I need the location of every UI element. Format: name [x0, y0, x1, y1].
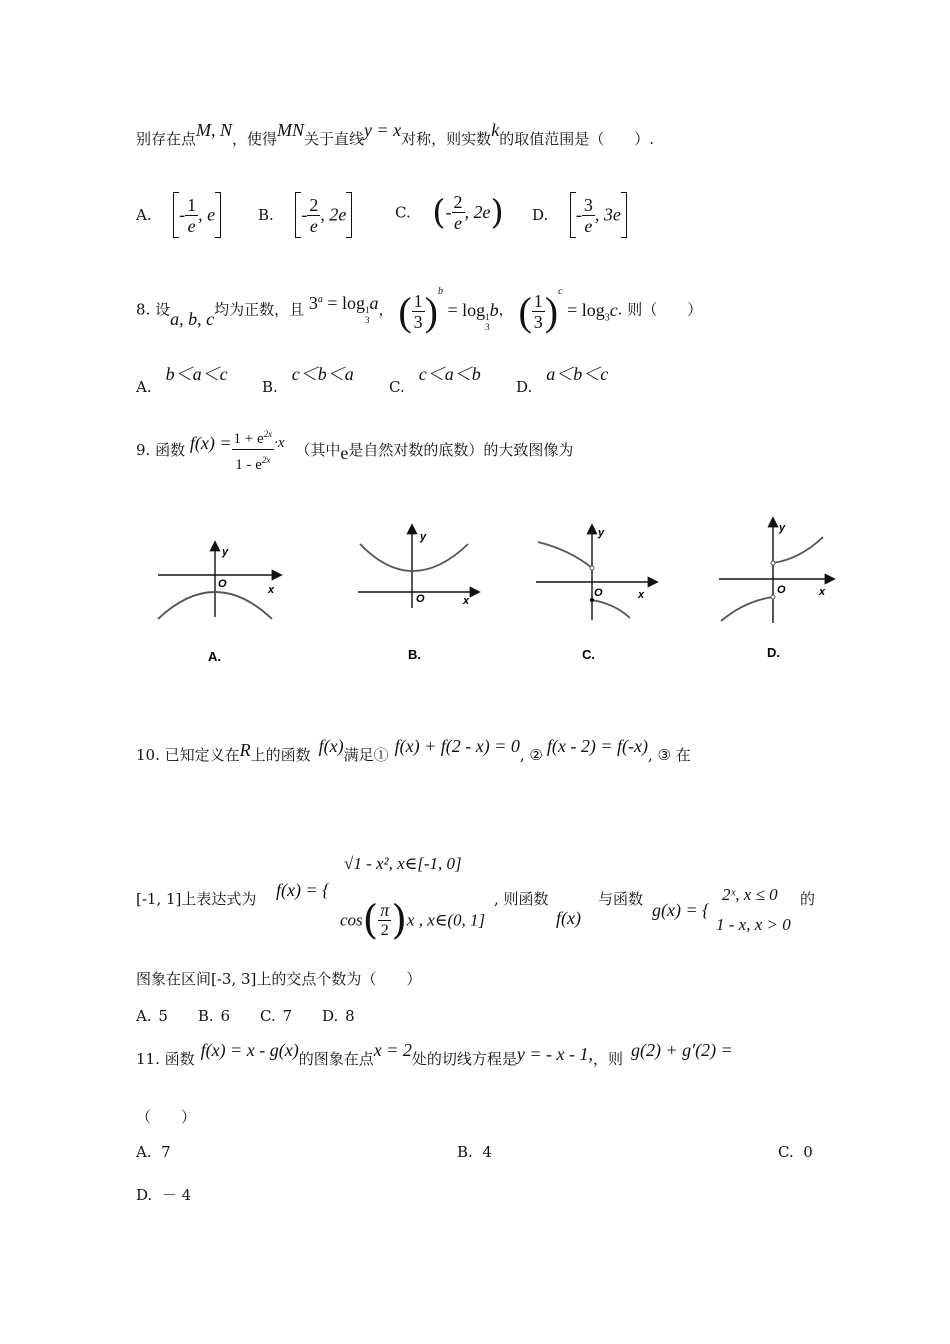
q8-option-d: [516, 360, 609, 396]
log-text: = log: [327, 293, 366, 314]
denominator: e: [309, 215, 318, 236]
q9-times-x: ·x: [274, 435, 285, 451]
option-label: A.: [136, 378, 152, 396]
minus-sign: -: [301, 204, 308, 225]
q9-graph-b: [350, 520, 490, 665]
option-expr: c＜a＜b: [418, 364, 481, 384]
q11-function: f(x) = x - g(x): [200, 1040, 299, 1060]
case-2-domain: x , x∈(0, 1]: [406, 910, 486, 930]
q7-text: 关于直线: [304, 130, 365, 148]
option-label: C.: [389, 378, 405, 396]
q7-points: M, N: [196, 120, 233, 140]
q9-text: （其中: [295, 441, 341, 459]
q9-prefix: 9. 函数: [136, 441, 186, 459]
q7-param: k: [491, 120, 500, 140]
option-label: C.: [395, 203, 411, 222]
denominator: 3: [533, 312, 543, 333]
q11-option-b: [457, 1143, 492, 1161]
minus-sign: -: [575, 204, 582, 225]
q10-text: 的: [800, 890, 816, 908]
q11-text: ，则: [593, 1050, 624, 1068]
q9-fraction: [232, 424, 275, 475]
origin-label: O: [416, 593, 425, 605]
q8-suffix: . 则（ ）: [617, 300, 703, 319]
q8-option-a: [136, 360, 228, 396]
option-value: 4: [482, 1143, 492, 1161]
option-label: D.: [516, 378, 533, 396]
option-label: A.: [136, 206, 152, 224]
q8-eq1: [308, 293, 379, 326]
minus-sign: -: [445, 202, 452, 222]
q8-stem: [136, 286, 702, 336]
q7-text: 的取值范围是（ ）.: [499, 130, 654, 148]
q9-function: f(x) =: [189, 433, 232, 453]
q10-text: , ②: [519, 746, 543, 764]
open-point: [771, 561, 775, 565]
q8-option-b: [262, 360, 354, 396]
curve-left: [721, 597, 773, 621]
q10-fx-eq: f(x) = {: [276, 880, 330, 900]
q10-domain: R: [239, 740, 251, 760]
q10-question: 图象在区间[-3, 3]上的交点个数为（ ）: [136, 970, 422, 988]
graph-label: B.: [408, 647, 421, 662]
q9-graph-c: [530, 520, 670, 665]
q7-option-d: [532, 192, 627, 238]
left-paren: (: [362, 897, 379, 944]
graph-label: C.: [582, 647, 595, 662]
option-label: A.: [136, 1143, 152, 1161]
q7-segment: MN: [277, 120, 305, 140]
log-base-num: 1: [365, 305, 370, 316]
q9-graph-d: [715, 515, 845, 665]
q7-option-a: [136, 192, 221, 238]
q9-e: e: [340, 443, 349, 463]
right-bracket: [621, 192, 627, 238]
right-paren: ): [544, 288, 559, 334]
curve: [360, 544, 468, 571]
option-label: B.: [258, 206, 274, 224]
separator: ，: [378, 300, 394, 319]
q10-gx-eq: g(x) = {: [652, 900, 710, 920]
graph-label: A.: [208, 649, 221, 664]
q10-option-list: A. 5 B. 6 C. 7 D. 8: [136, 1007, 355, 1025]
q10-case-2: [340, 897, 486, 944]
q11-prefix: 11. 函数: [136, 1050, 195, 1068]
option-label: C.: [778, 1143, 794, 1161]
log-base: 3: [604, 312, 610, 324]
q10-text: 上的函数: [250, 746, 311, 764]
q7-line-equation: y = x: [364, 120, 402, 140]
numerator: 2: [453, 192, 463, 212]
q10-text: 满足①: [343, 746, 389, 764]
exponent: c: [558, 286, 563, 297]
q9-graph-a: [150, 535, 290, 665]
log-arg: b: [489, 300, 499, 320]
denominator: e: [584, 215, 593, 236]
q10-text-7: [800, 888, 815, 909]
q9-text: 是自然对数的底数）的大致图像为: [348, 441, 574, 459]
q11-text: 的图象在点: [298, 1050, 374, 1068]
log-base-num: 1: [485, 312, 490, 322]
q10-function: f(x): [318, 736, 344, 756]
denominator: 1 - e: [235, 457, 262, 473]
denominator: 3: [413, 312, 423, 333]
q8-eq3: [518, 286, 618, 334]
curve-right: [592, 600, 630, 618]
q10-g-case-1: 2ˣ, x ≤ 0: [722, 885, 778, 904]
q7-text: ，使得: [232, 130, 278, 148]
exponent: b: [438, 286, 443, 297]
curve-right: [773, 537, 823, 563]
graph-label: D.: [767, 645, 780, 660]
q9-stem: [136, 424, 573, 480]
q10-text: 与函数: [598, 890, 644, 908]
q11-point: x = 2: [373, 1040, 412, 1060]
log-text: = log: [447, 300, 486, 320]
q8-option-c: [389, 360, 481, 396]
q11-option-c: [778, 1143, 813, 1161]
numerator: 1: [413, 291, 423, 312]
option-expr: b＜a＜c: [165, 364, 228, 384]
q8-vars: a, b, c: [170, 308, 215, 329]
y-label: y: [779, 522, 786, 534]
q10-interval-text: [136, 888, 256, 909]
q10-text-5: [494, 888, 549, 909]
denominator: e: [454, 213, 463, 233]
numerator: 2: [309, 194, 319, 215]
origin-label: O: [594, 587, 603, 599]
origin-label: O: [777, 584, 786, 596]
right-paren: ): [490, 192, 504, 233]
y-label: y: [222, 546, 229, 558]
minus-sign: -: [179, 204, 186, 225]
q10-stem-line2: [136, 968, 421, 989]
q11-text: 处的切线方程是: [411, 1050, 517, 1068]
exponent: a: [317, 294, 323, 306]
log-arg: a: [369, 293, 379, 314]
origin-label: O: [218, 578, 227, 590]
q7-option-c: [395, 192, 504, 233]
upper-bound: , 2e: [320, 204, 347, 225]
fraction: [582, 195, 595, 236]
log-base-den: 3: [365, 315, 370, 326]
x-label: x: [638, 589, 645, 601]
q10-text: , 则函数: [494, 890, 549, 908]
option-value: 7: [161, 1143, 171, 1161]
cos-text: cos: [340, 910, 363, 930]
upper-bound: , e: [198, 204, 216, 225]
separator: ，: [498, 300, 514, 319]
q10-condition-1: f(x) + f(2 - x) = 0: [394, 736, 520, 756]
option-expr: c＜b＜a: [291, 364, 354, 384]
open-point: [590, 566, 594, 570]
y-label: y: [420, 531, 427, 543]
numerator: 3: [583, 194, 593, 215]
curve-left: [538, 542, 592, 568]
y-label: y: [598, 527, 605, 539]
option-label: D.: [136, 1186, 153, 1204]
q8-eq2: [398, 286, 499, 334]
q8-text: 均为正数，且: [214, 300, 305, 319]
x-label: x: [819, 586, 826, 598]
q11-answer-paren: [136, 1106, 196, 1127]
left-paren: (: [432, 192, 446, 233]
log-arg: c: [609, 300, 618, 320]
answer-paren: （ ）: [136, 1108, 197, 1126]
numerator: 1: [533, 291, 543, 312]
denominator: 2: [380, 922, 389, 939]
q11-tangent: y = - x - 1,: [516, 1044, 594, 1064]
right-paren: ): [424, 288, 438, 334]
exponent: 2x: [261, 455, 271, 465]
q10-interval: [-1, 1]上表达式为: [136, 890, 257, 908]
fraction: [378, 900, 391, 941]
right-bracket: [346, 192, 352, 238]
q10-case-1: √1 - x², x∈[-1, 0]: [344, 854, 462, 873]
exponent: 2x: [263, 429, 273, 439]
left-paren: (: [398, 288, 412, 334]
option-value: 0: [803, 1143, 813, 1161]
q10-text: , ③ 在: [647, 746, 691, 764]
option-label: D.: [532, 206, 549, 224]
q10-stem-line1: [136, 736, 691, 764]
q11-expression: g(2) + g′(2) =: [631, 1040, 733, 1060]
q7-option-b: [258, 192, 352, 238]
upper-bound: , 3e: [594, 204, 621, 225]
log-text: = log: [567, 300, 605, 320]
option-value: － 4: [161, 1186, 192, 1204]
q7-text: 别存在点: [136, 130, 197, 148]
fraction: [185, 195, 198, 236]
option-label: B.: [457, 1143, 473, 1161]
q7-text: 对称，则实数: [401, 130, 492, 148]
right-paren: ): [391, 897, 407, 944]
q10-prefix: 10. 已知定义在: [136, 746, 240, 764]
upper-bound: , 2e: [464, 202, 491, 222]
numerator: 1: [187, 194, 197, 215]
x-label: x: [463, 595, 470, 607]
numerator: π: [380, 900, 390, 920]
x-label: x: [268, 584, 275, 596]
left-paren: (: [518, 288, 532, 334]
base: 3: [308, 293, 318, 314]
q11-stem: [136, 1040, 733, 1068]
fraction: [307, 195, 320, 236]
q10-g-case-2: 1 - x, x > 0: [716, 915, 791, 934]
fraction: [532, 291, 545, 332]
q10-condition-2: f(x - 2) = f(-x): [546, 736, 648, 756]
q11-option-d: [136, 1184, 191, 1205]
q8-prefix: 8. 设: [136, 300, 171, 319]
log-base-den: 3: [485, 322, 490, 332]
q10-fx-2: f(x): [556, 908, 581, 928]
right-bracket: [215, 192, 221, 238]
numerator: 1 + e: [233, 431, 264, 447]
denominator: e: [187, 215, 196, 236]
fraction: [412, 291, 425, 332]
q7-stem: [136, 120, 654, 149]
fraction: [452, 192, 465, 233]
q10-text-6: [598, 888, 643, 909]
option-expr: a＜b＜c: [546, 364, 609, 384]
option-label: B.: [262, 378, 278, 396]
open-point: [771, 595, 775, 599]
q11-option-a: [136, 1143, 171, 1161]
q10-options: [136, 1005, 355, 1026]
